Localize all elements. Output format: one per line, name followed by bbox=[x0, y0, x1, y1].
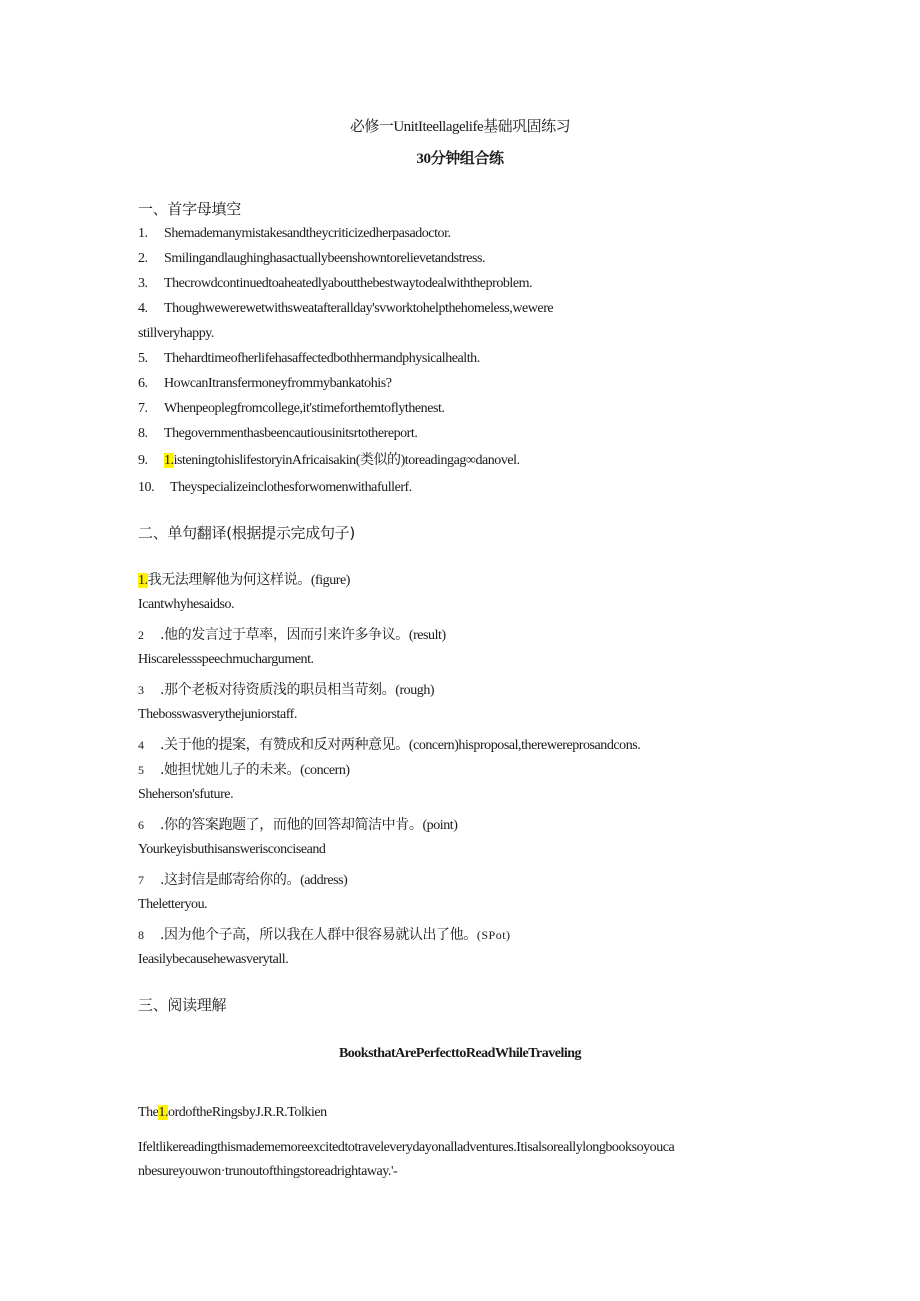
list-item: 2. Smilingandlaughinghasactuallybeenshowntorelievetandstress. bbox=[138, 251, 486, 266]
book-title: The1.ordoftheRingsbyJ.R.R.Tolkien bbox=[138, 1105, 327, 1120]
list-item: 6. HowcanItransfermoneyfrommybankatohis? bbox=[138, 376, 392, 391]
passage-paragraph-line: nbesureyouwon·trunoutofthingstoreadrightaway.'- bbox=[138, 1164, 398, 1179]
translation-answer: Hiscarelessspeechmuchargument. bbox=[138, 652, 314, 667]
translation-prompt: 4 .关于他的提案，有赞成和反对两种意见。(concern)hisproposal,therewereprosandcons. bbox=[138, 737, 641, 753]
passage-title: BooksthatArePerfecttoReadWhileTraveling bbox=[338, 1046, 582, 1061]
translation-answer: Icantwhyhesaidso. bbox=[138, 597, 235, 612]
translation-answer: Sheherson'sfuture. bbox=[138, 787, 234, 802]
translation-prompt: 6 .你的答案跑题了，而他的回答却简洁中肯。(point) bbox=[138, 817, 458, 833]
translation-prompt: 1.我无法理解他为何这样说。(figure) bbox=[138, 572, 350, 588]
list-item: 10. Theyspecializeinclothesforwomenwithafullerf. bbox=[138, 480, 412, 495]
translation-answer: Yourkeyisbuthisanswerisconciseand bbox=[138, 842, 326, 857]
list-item: 8. Thegovernmenthasbeencautiousinitsrtothereport. bbox=[138, 426, 418, 441]
translation-answer: Thebosswasverythejuniorstaff. bbox=[138, 707, 297, 722]
translation-prompt: 2 .他的发言过于草率，因而引来许多争议。(result) bbox=[138, 627, 446, 643]
highlight-mark: 1. bbox=[138, 573, 148, 588]
document-subtitle: 30分钟组合练 bbox=[416, 151, 504, 167]
highlight-mark: 1. bbox=[158, 1105, 169, 1120]
section-heading-initial-letter: 一、首字母填空 bbox=[138, 200, 241, 218]
section-heading-translation: 二、单句翻译(根据提示完成句子) bbox=[138, 524, 355, 542]
list-item: 1. Shemademanymistakesandtheycriticizedherpasadoctor. bbox=[138, 226, 451, 241]
translation-answer: Ieasilybecausehewasverytall. bbox=[138, 952, 289, 967]
list-item: 9. 1.isteningtohislifestoryinAfricaisakin(类似的)toreadingag∞danovel. bbox=[138, 453, 520, 468]
translation-prompt: 3 .那个老板对待资质浅的职员相当苛刻。(rough) bbox=[138, 682, 435, 698]
translation-prompt: 5 .她担忧她儿子的未来。(concern) bbox=[138, 762, 350, 778]
translation-answer: Theletteryou. bbox=[138, 897, 208, 912]
list-item: 3. Thecrowdcontinuedtoaheatedlyaboutthebestwaytodealwiththeproblem. bbox=[138, 276, 533, 291]
list-item: 7. Whenpeoplegfromcollege,it'stimeforthemtoflythenest. bbox=[138, 401, 445, 416]
highlight-mark: 1. bbox=[164, 453, 174, 468]
document-title: 必修一UnitIteellagelife基础巩固练习 bbox=[349, 119, 571, 135]
list-item: 4. Thoughwewerewetwithsweatafterallday'svworktohelpthehomeless,wewere bbox=[138, 301, 554, 316]
passage-paragraph-line: Ifeltlikereadingthismadememoreexcitedtotraveleverydayonalladventures.Itisalsoreallylongbooksoyouca bbox=[138, 1140, 675, 1155]
translation-prompt: 8 .因为他个子高，所以我在人群中很容易就认出了他。(SPot) bbox=[138, 927, 511, 943]
list-item-continuation: stillveryhappy. bbox=[138, 326, 214, 341]
list-item: 5. Thehardtimeofherlifehasaffectedbothhermandphysicalhealth. bbox=[138, 351, 480, 366]
translation-prompt: 7 .这封信是邮寄给你的。(address) bbox=[138, 872, 348, 888]
section-heading-reading: 三、阅读理解 bbox=[138, 996, 227, 1014]
